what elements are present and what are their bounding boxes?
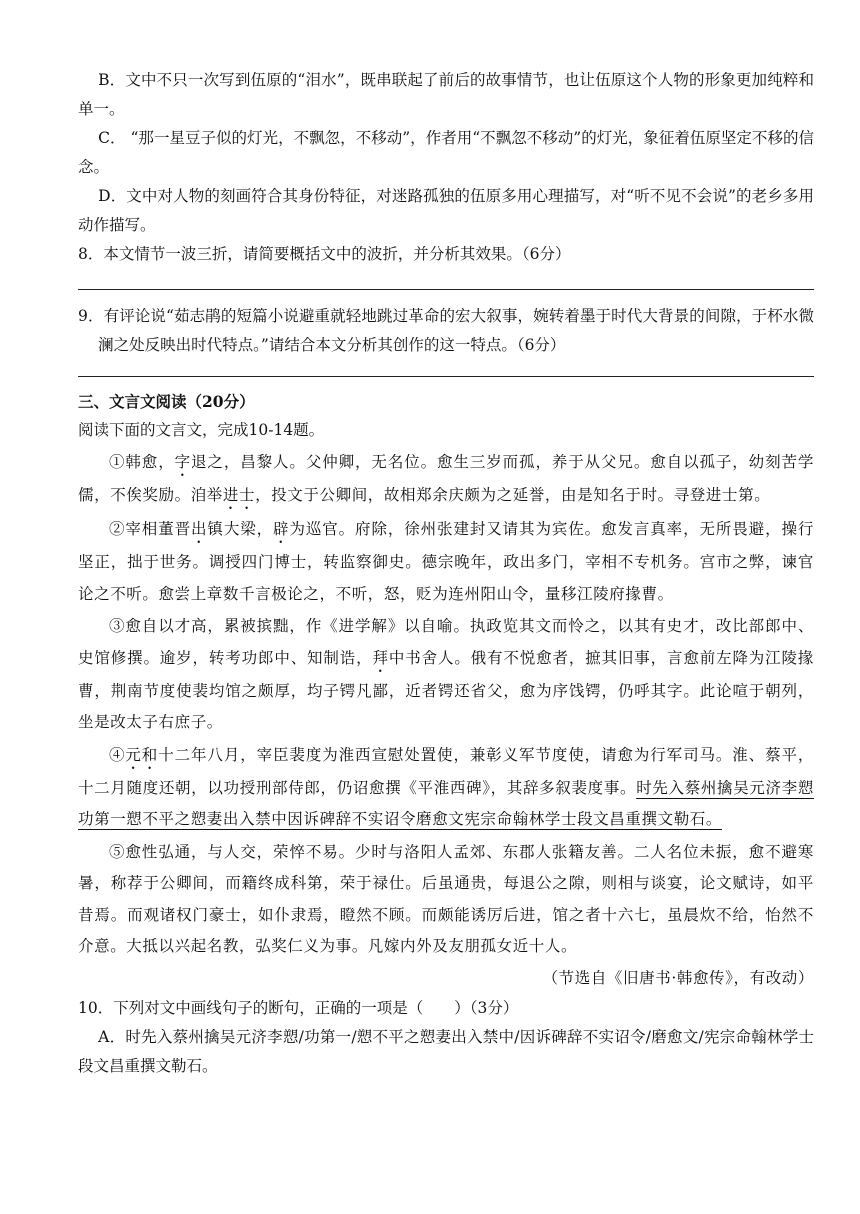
- option-7c: C． “那一星豆子似的灯光，不飘忽，不移动”，作者用“不飘忽不移动”的灯光，象征着伍原坚定不移的信念。: [78, 129, 814, 176]
- passage-paragraph-2: ②宰相董晋出镇大梁，辟为巡官。府除，徐州张建封又请其为宾佐。愈发言真率，无所畏避，操行坚正，拙于世务。调授四门博士，转监察御史。德宗晚年，政出多门，宰相不专机务。宫市之弊，谏官论之不听。愈尝上章数千言极论之，不听，怒，贬为连州阳山令，量移江陵府掾曹。: [78, 520, 814, 603]
- underlined-sentence: 时先入蔡州擒吴元济李愬功第一愬不平之愬妻出入禁中因诉碑辞不实诏令磨愈文宪宗命翰林学士段文昌重撰文勒石。: [78, 778, 814, 828]
- section-3-title: 三、文言文阅读（20分）: [78, 392, 255, 411]
- option-7b: B．文中不只一次写到伍原的“泪水”，既串联起了前后的故事情节，也让伍原这个人物的形象更加纯粹和单一。: [78, 71, 814, 118]
- passage-paragraph-3: ③愈自以才高，累被摈黜，作《进学解》以自喻。执政览其文而怜之，以其有史才，改比部郎中、史馆修撰。逾岁，转考功郎中、知制诰，拜中书舍人。俄有不悦愈者，摭其旧事，言愈前左降为江陵掾曹，荆南节度使裴均馆之颇厚，均子锷凡鄙，近者锷还省父，愈为序饯锷，仍呼其字。此论喧于朝列，坐是改太子右庶子。: [78, 617, 814, 731]
- dotted-word-yuanhe: 元和: [125, 745, 159, 764]
- question-9: 9．有评论说“茹志鹃的短篇小说避重就轻地跳过革命的宏大叙事，婉转着墨于时代大背景的间隙，于杯水微澜之处反映出时代特点。”请结合本文分析其创作的这一特点。（6分）: [78, 307, 814, 354]
- option-10a: A．时先入蔡州擒吴元济李愬/功第一/愬不平之愬妻出入禁中/因诉碑辞不实诏令/磨愈文/宪宗命翰林学士段文昌重撰文勒石。: [78, 1028, 814, 1075]
- classical-passage: [78, 447, 814, 994]
- dotted-word-chu: 出: [191, 520, 208, 538]
- question-8: 8．本文情节一波三折，请简要概括文中的波折，并分析其效果。（6分）: [78, 245, 571, 263]
- passage-source: （节选自《旧唐书·韩愈传》，有改动）: [542, 968, 814, 987]
- dotted-word-bai: 拜: [372, 648, 389, 667]
- passage-paragraph-5: ⑤愈性弘通，与人交，荣悴不易。少时与洛阳人孟郊、东郡人张籍友善。二人名位未振，愈不避寒暑，称荐于公卿间，而籍终成科第，荣于禄仕。后虽通贵，每退公之隙，则相与谈宴，论文赋诗，如平昔焉。而观诸权门豪士，如仆隶焉，瞪然不顾。而颇能诱厉后进，馆之者十六七，虽晨炊不给，怡然不介意。大抵以兴起名教，弘奖仁义为事。凡嫁内外及友朋孤女近十人。: [78, 842, 814, 955]
- option-7d: D．文中对人物的刻画符合其身份特征，对迷路孤独的伍原多用心理描写，对“听不见不会说”的老乡多用动作描写。: [78, 187, 814, 234]
- question-10: 10．下列对文中画线句子的断句，正确的一项是（ ）（3分）: [78, 999, 519, 1017]
- dotted-word-jinshi: 进士: [222, 486, 256, 504]
- answer-line-9: [78, 376, 814, 377]
- passage-paragraph-4: ④元和十二年八月，宰臣裴度为淮西宣慰处置使，兼彰义军节度使，请愈为行军司马。淮、蔡平，十二月随度还朝，以功授刑部侍郎，仍诏愈撰《平淮西碑》，其辞多叙裴度事。时先入蔡州擒吴元济李愬功第一愬不平之愬妻出入禁中因诉碑辞不实诏令磨愈文宪宗命翰林学士段文昌重撰文勒石。: [78, 745, 814, 828]
- dotted-word-pi: 辟: [273, 520, 290, 538]
- section-3-instruction: 阅读下面的文言文，完成10-14题。: [78, 421, 325, 439]
- exam-page: [78, 66, 814, 1081]
- passage-paragraph-1: ①韩愈，字退之，昌黎人。父仲卿，无名位。愈生三岁而孤，养于从父兄。愈自以孤子，幼刻苦学儒，不俟奖励。洎举进士，投文于公卿间，故相郑余庆颇为之延誉，由是知名于时。寻登进士第。: [78, 453, 814, 504]
- answer-line-8: [78, 289, 814, 290]
- dotted-word-zi: 字: [174, 453, 192, 471]
